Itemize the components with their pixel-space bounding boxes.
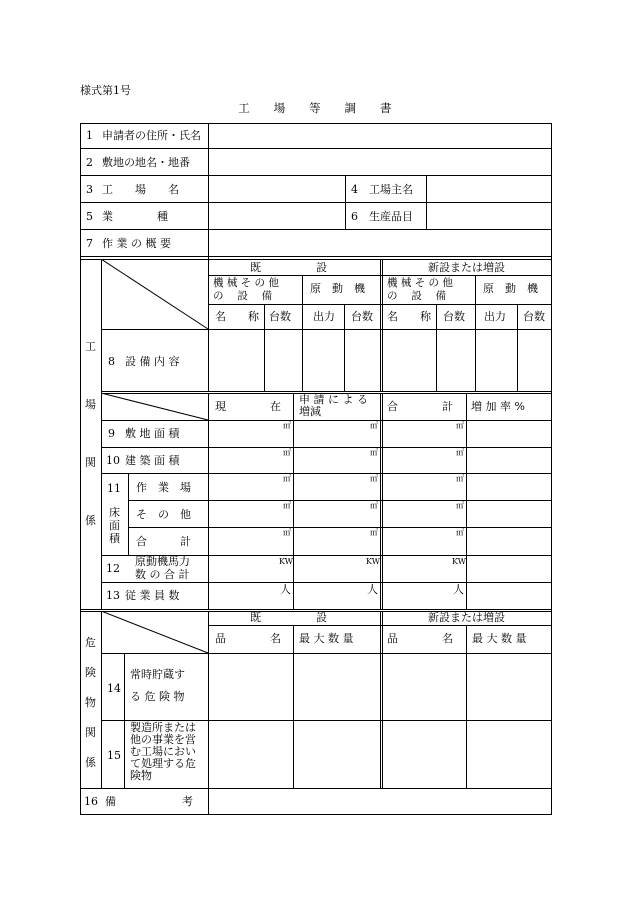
unit-area-r10-current: ㎡ <box>283 448 291 457</box>
increase-header-line1: 申 請 に よ る <box>299 393 368 406</box>
row6-number: 6 <box>351 210 358 223</box>
row2-number: 2 <box>86 156 93 169</box>
row10-number: 10 <box>106 454 120 467</box>
new-motor-count-header: 台数 <box>523 310 545 323</box>
unit-area-sum-increase: ㎡ <box>370 528 378 537</box>
new-prime-mover: 原 動 機 <box>483 282 538 295</box>
existing-prime-mover: 原 動 機 <box>310 282 365 295</box>
row11-number: 11 <box>107 482 121 495</box>
row3-label: 工 場 名 <box>102 183 179 196</box>
row15-number: 15 <box>107 749 121 762</box>
unit-area-r10-total: ㎡ <box>456 448 464 457</box>
existing-output-header: 出力 <box>313 310 335 323</box>
new-or-added-header: 新設または増設 <box>428 261 505 274</box>
row14-label-line1: 常時貯蔵す <box>130 668 185 681</box>
new-machine-other: 機 械 そ の 他 <box>387 277 453 289</box>
unit-area-work-increase: ㎡ <box>370 474 378 483</box>
unit-kw-total: KW <box>452 557 466 566</box>
hazard-side-char-2: 険 <box>85 666 96 679</box>
current-header: 現 在 <box>215 400 281 413</box>
row13-label: 従 業 員 数 <box>125 589 180 602</box>
unit-person-increase: 人 <box>367 583 378 596</box>
row6-label: 生産品目 <box>369 210 413 223</box>
floor-area-vertical-char-3: 積 <box>109 532 120 545</box>
existing-name-header: 名 称 <box>215 310 259 323</box>
existing-machine-other: 機 械 そ の 他 <box>213 277 279 289</box>
existing-no-setsubi: の 設 備 <box>213 290 273 302</box>
unit-area-r9-increase: ㎡ <box>370 421 378 430</box>
hazard-side-char-4: 関 <box>85 726 96 739</box>
unit-person-total: 人 <box>453 583 464 596</box>
row8-number: 8 <box>108 355 115 368</box>
row12-label-line1: 原動機馬力 <box>135 555 190 568</box>
unit-area-work-total: ㎡ <box>456 474 464 483</box>
floor-sum-label: 合 計 <box>136 535 191 548</box>
row7-number: 7 <box>86 237 93 250</box>
row4-number: 4 <box>351 183 358 196</box>
row9-label: 敷 地 面 積 <box>125 427 180 440</box>
hazard-side-char-3: 物 <box>85 696 96 709</box>
other-floor-label: そ の 他 <box>136 508 191 521</box>
factory-side-char-4: 係 <box>85 514 96 527</box>
hazard-new-max-qty: 最 大 数 量 <box>472 632 527 645</box>
row12-number: 12 <box>106 562 120 575</box>
document-title: 工 場 等 調 書 <box>238 101 392 115</box>
form-number: 様式第1号 <box>80 84 131 97</box>
existing-header: 既 設 <box>250 261 327 274</box>
unit-area-work-current: ㎡ <box>283 474 291 483</box>
increase-header-line2: 増減 <box>299 405 321 418</box>
row1-number: 1 <box>86 129 93 142</box>
factory-side-char-1: 工 <box>85 340 96 353</box>
row15-label: 製造所または他の事業を営む工場において処理する危険物 <box>130 721 196 782</box>
hazard-new-item-name: 品 名 <box>387 632 453 645</box>
row5-number: 5 <box>86 210 93 223</box>
work-floor-label: 作 業 場 <box>136 481 191 494</box>
hazard-existing-header: 既 設 <box>250 611 327 624</box>
row9-number: 9 <box>108 427 115 440</box>
growth-rate-header: 増 加 率 % <box>471 400 525 413</box>
hazard-new-header: 新設または増設 <box>428 611 505 624</box>
existing-count-header: 台数 <box>269 310 291 323</box>
unit-kw-current: KW <box>279 557 293 566</box>
row2-label: 敷地の地名・地番 <box>102 156 190 169</box>
unit-person-current: 人 <box>280 583 291 596</box>
row8-label: 設 備 内 容 <box>125 355 180 368</box>
row16-label: 備 考 <box>105 795 193 808</box>
new-output-header: 出力 <box>484 310 506 323</box>
row14-number: 14 <box>107 682 121 695</box>
unit-area-r10-increase: ㎡ <box>370 448 378 457</box>
row14-label-line2: る 危 険 物 <box>130 690 185 703</box>
unit-area-r9-current: ㎡ <box>283 421 291 430</box>
floor-area-vertical-char-1: 床 <box>109 506 120 519</box>
row5-label: 業 種 <box>102 210 168 223</box>
factory-side-char-3: 関 <box>85 456 96 469</box>
row13-number: 13 <box>106 589 120 602</box>
hazard-side-char-5: 係 <box>85 756 96 769</box>
unit-kw-increase: KW <box>366 557 380 566</box>
new-name-header: 名 称 <box>387 310 431 323</box>
hazard-existing-item-name: 品 名 <box>215 632 281 645</box>
unit-area-other-current: ㎡ <box>283 501 291 510</box>
row3-number: 3 <box>86 183 93 196</box>
floor-area-vertical-char-2: 面 <box>109 519 120 532</box>
row10-label: 建 築 面 積 <box>125 454 180 467</box>
row16-number: 16 <box>84 795 98 808</box>
total-header: 合 計 <box>387 400 453 413</box>
unit-area-r9-total: ㎡ <box>456 421 464 430</box>
existing-motor-count-header: 台数 <box>351 310 373 323</box>
factory-side-char-2: 場 <box>85 398 96 411</box>
row7-label: 作 業 の 概 要 <box>102 237 171 250</box>
header-diagonal-line-3 <box>101 611 209 654</box>
header-diagonal-line-1 <box>101 259 209 330</box>
row4-label: 工場主名 <box>369 183 413 196</box>
new-no-setsubi: の 設 備 <box>387 290 447 302</box>
unit-area-other-total: ㎡ <box>456 501 464 510</box>
unit-area-other-increase: ㎡ <box>370 501 378 510</box>
new-count-header: 台数 <box>443 310 465 323</box>
row12-label-line2: 数 の 合 計 <box>135 568 190 581</box>
unit-area-sum-total: ㎡ <box>456 528 464 537</box>
unit-area-sum-current: ㎡ <box>283 528 291 537</box>
hazard-existing-max-qty: 最 大 数 量 <box>299 632 354 645</box>
hazard-side-char-1: 危 <box>85 636 96 649</box>
row1-label: 申請者の住所・氏名 <box>102 129 201 142</box>
factory-survey-form <box>80 123 552 815</box>
header-diagonal-line-2 <box>101 393 209 421</box>
